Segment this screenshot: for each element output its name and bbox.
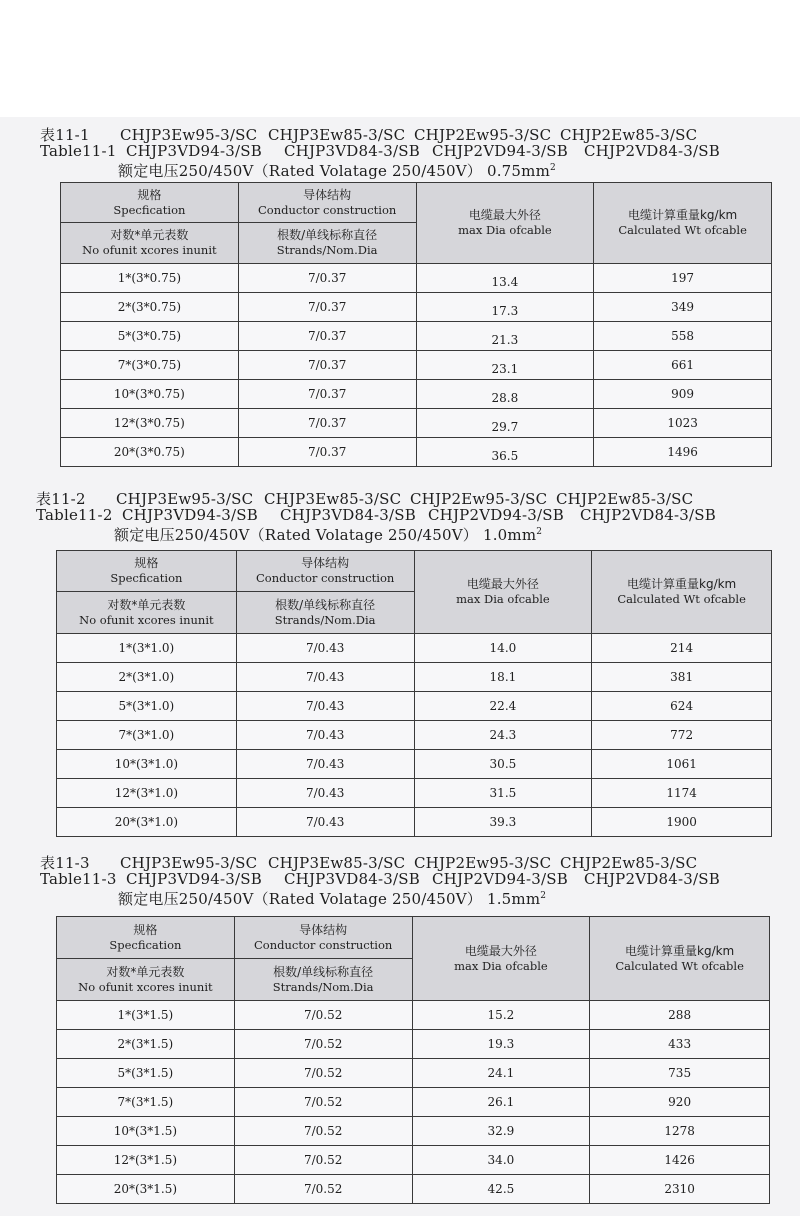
conductor-header-cell: 导体结构 Conductor construction <box>236 551 414 592</box>
model-name: CHJP3VD84-3/SB <box>284 870 420 888</box>
dia-cell: 19.3 <box>412 1030 590 1059</box>
dia-cell: 17.3 <box>416 293 594 322</box>
weight-cell: 288 <box>590 1001 770 1030</box>
title-line-en <box>40 142 720 160</box>
model-name: CHJP3VD84-3/SB <box>284 142 420 160</box>
table-label-cn: 表11-2 <box>36 490 86 508</box>
table-row <box>57 1088 770 1117</box>
model-name: CHJP2Ew85-3/SC <box>556 490 694 508</box>
weight-cell: 624 <box>592 692 772 721</box>
dia-cell: 18.1 <box>414 663 592 692</box>
dia-header-cell: 电缆最大外径 max Dia ofcable <box>416 183 594 264</box>
dia-cell: 28.8 <box>416 380 594 409</box>
dia-cell: 23.1 <box>416 351 594 380</box>
model-name: CHJP2VD84-3/SB <box>584 870 720 888</box>
rated-voltage-line <box>118 160 556 181</box>
conductor-header-cell: 导体结构 Conductor construction <box>238 183 416 223</box>
conductor-header-cell: 导体结构 Conductor construction <box>234 917 412 959</box>
weight-cell: 1061 <box>592 750 772 779</box>
conductor-cell: 7/0.43 <box>236 634 414 663</box>
spec-cell: 7*(3*0.75) <box>61 351 239 380</box>
spec-cell: 7*(3*1.5) <box>57 1088 235 1117</box>
spec-cell: 2*(3*0.75) <box>61 293 239 322</box>
dia-cell: 21.3 <box>416 322 594 351</box>
dia-cell: 34.0 <box>412 1146 590 1175</box>
weight-cell: 1496 <box>594 438 772 467</box>
weight-cell: 1023 <box>594 409 772 438</box>
conductor-cell: 7/0.37 <box>238 293 416 322</box>
weight-cell: 214 <box>592 634 772 663</box>
model-name: CHJP3Ew95-3/SC <box>120 126 258 144</box>
model-name: CHJP3VD84-3/SB <box>280 506 416 524</box>
model-name: CHJP2Ew95-3/SC <box>414 126 552 144</box>
model-name: CHJP2Ew95-3/SC <box>410 490 548 508</box>
table-label-en: Table11-2 <box>36 506 113 524</box>
conductor-cell: 7/0.52 <box>234 1001 412 1030</box>
table-label-en: Table11-3 <box>40 870 117 888</box>
spec-header-cell: 规格 Specfication <box>57 917 235 959</box>
spec-cell: 1*(3*1.5) <box>57 1001 235 1030</box>
conductor-cell: 7/0.43 <box>236 663 414 692</box>
weight-cell: 1174 <box>592 779 772 808</box>
cores-header-cell: 对数*单元表数 No ofunit xcores inunit <box>57 592 237 634</box>
table-row <box>57 692 772 721</box>
rated-superscript: 2 <box>540 891 547 901</box>
weight-header-cell: 电缆计算重量kg/km Calculated Wt ofcable <box>590 917 770 1001</box>
cores-header-cell: 对数*单元表数 No ofunit xcores inunit <box>61 223 239 264</box>
model-name: CHJP3VD94-3/SB <box>126 142 262 160</box>
spec-cell: 12*(3*0.75) <box>61 409 239 438</box>
rated-voltage-line <box>118 888 546 909</box>
conductor-cell: 7/0.43 <box>236 721 414 750</box>
conductor-cell: 7/0.43 <box>236 692 414 721</box>
dia-cell: 24.1 <box>412 1059 590 1088</box>
model-name: CHJP2VD94-3/SB <box>432 870 568 888</box>
dia-header-cell: 电缆最大外径 max Dia ofcable <box>412 917 590 1001</box>
spec-header-cell: 规格 Specfication <box>61 183 239 223</box>
weight-cell: 558 <box>594 322 772 351</box>
table-row <box>57 721 772 750</box>
conductor-cell: 7/0.52 <box>234 1030 412 1059</box>
rated-superscript: 2 <box>536 527 543 537</box>
dia-cell: 31.5 <box>414 779 592 808</box>
strands-header-cell: 根数/单线标称直径 Strands/Nom.Dia <box>238 223 416 264</box>
table-row <box>61 351 772 380</box>
dia-cell: 14.0 <box>414 634 592 663</box>
rated-voltage-text: 额定电压250/450V（Rated Volatage 250/450V） 1.5mm <box>118 890 541 908</box>
dia-header-cell: 电缆最大外径 max Dia ofcable <box>414 551 592 634</box>
table-label-en: Table11-1 <box>40 142 117 160</box>
weight-cell: 381 <box>592 663 772 692</box>
spec-cell: 20*(3*1.5) <box>57 1175 235 1204</box>
table-row <box>57 663 772 692</box>
spec-header-cell: 规格 Specfication <box>57 551 237 592</box>
model-name: CHJP2Ew85-3/SC <box>560 854 698 872</box>
title-line-en <box>40 870 720 888</box>
table-row <box>57 634 772 663</box>
table-row <box>57 1146 770 1175</box>
model-name: CHJP3Ew95-3/SC <box>116 490 254 508</box>
cores-header-cell: 对数*单元表数 No ofunit xcores inunit <box>57 959 235 1001</box>
table-row <box>57 1030 770 1059</box>
spec-cell: 5*(3*1.0) <box>57 692 237 721</box>
weight-cell: 349 <box>594 293 772 322</box>
conductor-cell: 7/0.37 <box>238 351 416 380</box>
weight-cell: 1900 <box>592 808 772 837</box>
spec-cell: 2*(3*1.5) <box>57 1030 235 1059</box>
spec-cell: 5*(3*1.5) <box>57 1059 235 1088</box>
table-row <box>57 779 772 808</box>
table-row <box>57 1001 770 1030</box>
weight-cell: 433 <box>590 1030 770 1059</box>
model-name: CHJP3Ew95-3/SC <box>120 854 258 872</box>
conductor-cell: 7/0.43 <box>236 750 414 779</box>
strands-header-cell: 根数/单线标称直径 Strands/Nom.Dia <box>234 959 412 1001</box>
spec-cell: 12*(3*1.5) <box>57 1146 235 1175</box>
spec-table <box>56 550 772 837</box>
model-name: CHJP2Ew95-3/SC <box>414 854 552 872</box>
weight-cell: 2310 <box>590 1175 770 1204</box>
table-row <box>61 264 772 293</box>
dia-cell: 13.4 <box>416 264 594 293</box>
weight-cell: 909 <box>594 380 772 409</box>
spec-cell: 20*(3*0.75) <box>61 438 239 467</box>
table-row <box>57 1175 770 1204</box>
model-name: CHJP3Ew85-3/SC <box>268 126 406 144</box>
weight-cell: 1278 <box>590 1117 770 1146</box>
table-label-cn: 表11-3 <box>40 854 90 872</box>
dia-cell: 22.4 <box>414 692 592 721</box>
table-row <box>61 409 772 438</box>
spec-table <box>60 182 772 467</box>
table-row <box>61 438 772 467</box>
weight-cell: 1426 <box>590 1146 770 1175</box>
dia-cell: 42.5 <box>412 1175 590 1204</box>
model-name: CHJP2Ew85-3/SC <box>560 126 698 144</box>
table-row <box>61 322 772 351</box>
weight-cell: 772 <box>592 721 772 750</box>
table-row <box>57 750 772 779</box>
spec-table <box>56 916 770 1204</box>
dia-cell: 32.9 <box>412 1117 590 1146</box>
dia-cell: 24.3 <box>414 721 592 750</box>
conductor-cell: 7/0.52 <box>234 1088 412 1117</box>
model-name: CHJP3Ew85-3/SC <box>268 854 406 872</box>
table-label-cn: 表11-1 <box>40 126 90 144</box>
conductor-cell: 7/0.37 <box>238 264 416 293</box>
weight-cell: 735 <box>590 1059 770 1088</box>
conductor-cell: 7/0.37 <box>238 409 416 438</box>
spec-cell: 20*(3*1.0) <box>57 808 237 837</box>
rated-voltage-line <box>114 524 542 545</box>
model-name: CHJP3VD94-3/SB <box>126 870 262 888</box>
conductor-cell: 7/0.37 <box>238 380 416 409</box>
strands-header-cell: 根数/单线标称直径 Strands/Nom.Dia <box>236 592 414 634</box>
spec-cell: 1*(3*0.75) <box>61 264 239 293</box>
table-row <box>57 1059 770 1088</box>
dia-cell: 39.3 <box>414 808 592 837</box>
weight-cell: 920 <box>590 1088 770 1117</box>
conductor-cell: 7/0.52 <box>234 1117 412 1146</box>
rated-voltage-text: 额定电压250/450V（Rated Volatage 250/450V） 1.0mm <box>114 526 537 544</box>
spec-cell: 2*(3*1.0) <box>57 663 237 692</box>
conductor-cell: 7/0.52 <box>234 1175 412 1204</box>
conductor-cell: 7/0.37 <box>238 322 416 351</box>
spec-cell: 10*(3*1.5) <box>57 1117 235 1146</box>
weight-cell: 197 <box>594 264 772 293</box>
rated-voltage-text: 额定电压250/450V（Rated Volatage 250/450V） 0.75mm <box>118 162 551 180</box>
model-name: CHJP2VD94-3/SB <box>432 142 568 160</box>
weight-header-cell: 电缆计算重量kg/km Calculated Wt ofcable <box>594 183 772 264</box>
table-row <box>57 808 772 837</box>
weight-header-cell: 电缆计算重量kg/km Calculated Wt ofcable <box>592 551 772 634</box>
conductor-cell: 7/0.52 <box>234 1146 412 1175</box>
spec-cell: 10*(3*0.75) <box>61 380 239 409</box>
title-line-en <box>36 506 716 524</box>
weight-cell: 661 <box>594 351 772 380</box>
spec-cell: 12*(3*1.0) <box>57 779 237 808</box>
table-row <box>61 293 772 322</box>
rated-superscript: 2 <box>550 163 556 173</box>
dia-cell: 15.2 <box>412 1001 590 1030</box>
conductor-cell: 7/0.52 <box>234 1059 412 1088</box>
spec-cell: 7*(3*1.0) <box>57 721 237 750</box>
conductor-cell: 7/0.37 <box>238 438 416 467</box>
model-name: CHJP2VD94-3/SB <box>428 506 564 524</box>
conductor-cell: 7/0.43 <box>236 779 414 808</box>
model-name: CHJP2VD84-3/SB <box>584 142 720 160</box>
model-name: CHJP2VD84-3/SB <box>580 506 716 524</box>
conductor-cell: 7/0.43 <box>236 808 414 837</box>
table-row <box>61 380 772 409</box>
spec-cell: 10*(3*1.0) <box>57 750 237 779</box>
dia-cell: 36.5 <box>416 438 594 467</box>
model-name: CHJP3Ew85-3/SC <box>264 490 402 508</box>
model-name: CHJP3VD94-3/SB <box>122 506 258 524</box>
dia-cell: 30.5 <box>414 750 592 779</box>
spec-cell: 1*(3*1.0) <box>57 634 237 663</box>
spec-cell: 5*(3*0.75) <box>61 322 239 351</box>
table-row <box>57 1117 770 1146</box>
dia-cell: 26.1 <box>412 1088 590 1117</box>
dia-cell: 29.7 <box>416 409 594 438</box>
